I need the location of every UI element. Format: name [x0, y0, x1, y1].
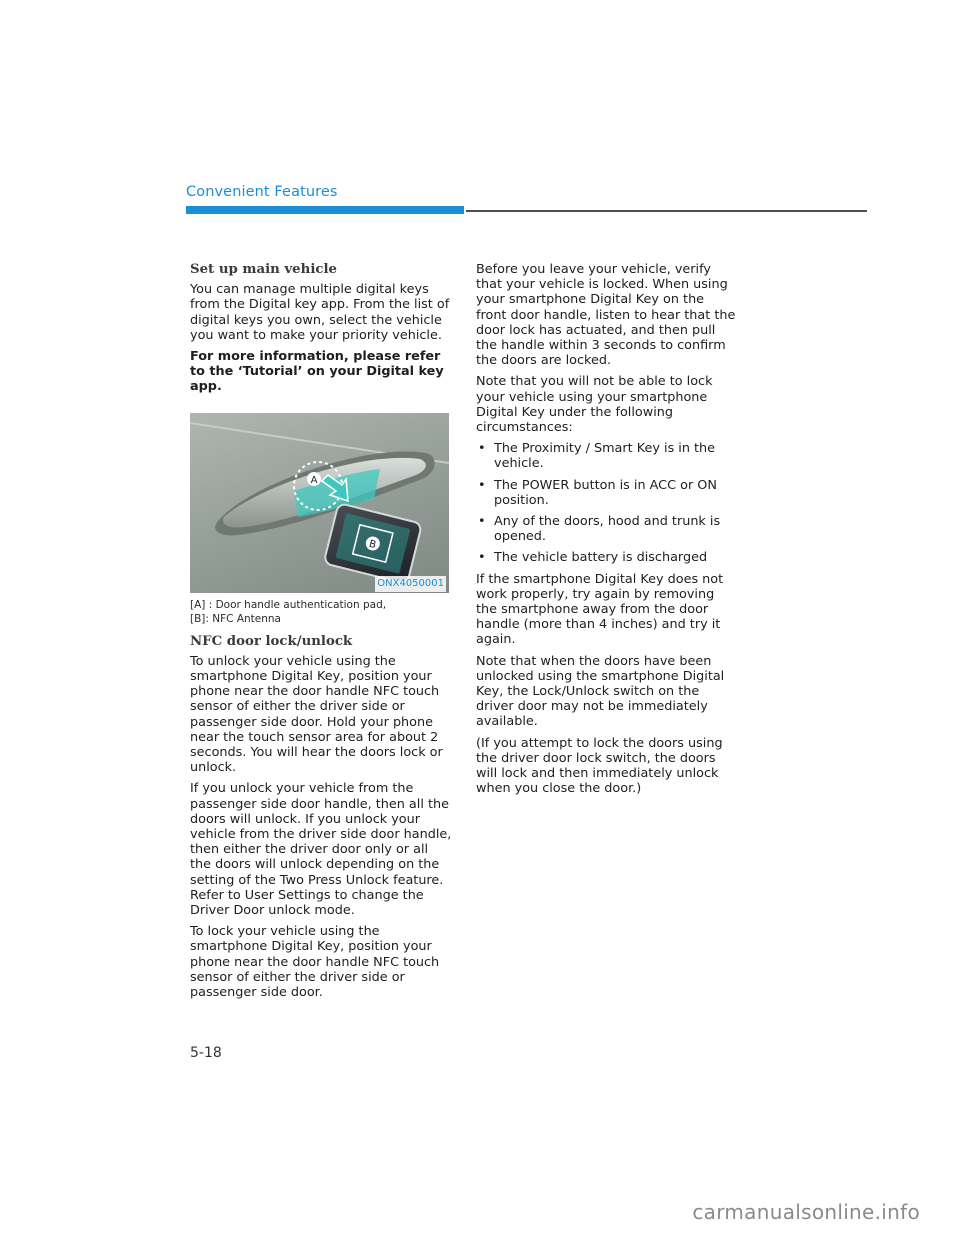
nfc-paragraph-3: To lock your vehicle using the smartphone Digital Key, position your phone near the door handle NFC touch sensor of either the driver side or passenger side door.: [190, 924, 440, 1001]
figure-code: ONX4050001: [375, 576, 446, 591]
lock-switch-note: Note that when the doors have been unlocked using the smartphone Digital Key, the Lock/Unlock switch on the driver door may not be immediately available.: [476, 653, 725, 730]
header-rule: [466, 210, 867, 212]
nfc-paragraph-2: If you unlock your vehicle from the passenger side door handle, then all the doors will unlock. If you unlock your vehicle from the driver side door handle, then either the driver door only or all the doors will unlock depending on the setting of the Two Press Unlock feature. Refer to User Settings to change the Driver Door unlock mode.: [190, 781, 452, 919]
verify-lock-paragraph: Before you leave your vehicle, verify that your vehicle is locked. When using your smartphone Digital Key on the front door handle, listen to hear that the door lock has actuated, and then pull the handle within 3 seconds to confirm the doors are locked.: [476, 262, 736, 369]
troubleshoot-paragraph: If the smartphone Digital Key does not work properly, try again by removing the smartphone away from the door handle (more than 4 inches) and try it again.: [476, 571, 724, 648]
figure-caption: [190, 598, 452, 626]
caption-b: [B]: NFC Antenna: [190, 612, 281, 625]
setup-paragraph: You can manage multiple digital keys from the Digital key app. From the list of digital keys you own, select the vehicle you want to make your priority vehicle.: [190, 282, 450, 343]
list-item: • The Proximity / Smart Key is in the vehicle.: [476, 441, 738, 471]
header-accent-rule: [186, 206, 464, 214]
nfc-heading: NFC door lock/unlock: [190, 633, 353, 649]
list-item: • The vehicle battery is discharged: [476, 550, 738, 565]
list-item: • The POWER button is in ACC or ON position.: [476, 478, 738, 508]
left-column: [190, 262, 452, 1006]
setup-heading: Set up main vehicle: [190, 262, 337, 277]
list-item: • Any of the doors, hood and trunk is opened.: [476, 514, 738, 544]
lock-switch-parenthetical: (If you attempt to lock the doors using the driver door lock switch, the doors will lock and then immediately unlock when you close the door.): [476, 735, 723, 797]
label-b: B: [367, 538, 378, 551]
page-number: 5-18: [190, 1045, 222, 1061]
door-handle-figure: [190, 413, 449, 593]
section-title: Convenient Features: [186, 184, 338, 200]
nfc-paragraph-1: To unlock your vehicle using the smartphone Digital Key, position your phone near the door handle NFC touch sensor of either the driver side or passenger side door. Hold your phone near the touch sensor area for about 2 seconds. You will hear the doors lock or unlock.: [190, 653, 443, 776]
right-column: [476, 262, 738, 803]
setup-bold-note: For more information, please refer to the ‘Tutorial’ on your Digital key app.: [190, 349, 444, 395]
circumstances-list: [476, 441, 738, 565]
circumstances-intro: Note that you will not be able to lock your vehicle using your smartphone Digital Key under the following circumstances:: [476, 374, 713, 436]
label-a: A: [310, 474, 318, 486]
caption-a: [A] : Door handle authentication pad,: [190, 598, 387, 611]
watermark: carmanualsonline.info: [692, 1200, 920, 1224]
door-handle-illustration: [190, 413, 449, 593]
